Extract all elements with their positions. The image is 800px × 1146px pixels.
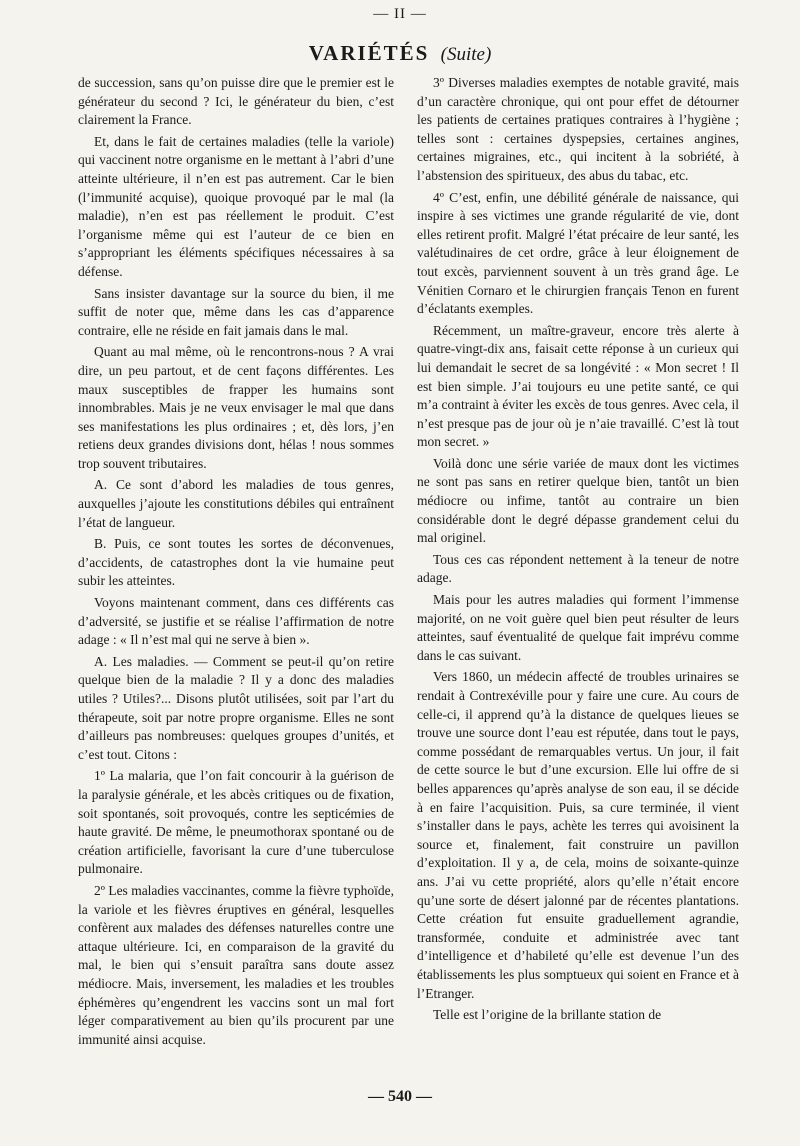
paragraph: B. Puis, ce sont toutes les sortes de déconvenues, d’accidents, de catastrophes dont la vie humaine peut subir les atteintes. xyxy=(78,536,394,589)
right-column xyxy=(417,74,739,1028)
paragraph: Telle est l’origine de la brillante station de xyxy=(433,1007,662,1023)
paragraph: A. Ce sont d’abord les maladies de tous genres, auxquelles j’ajoute les constitutions débiles qui entraînent l’état de langueur. xyxy=(78,477,394,530)
paragraph: Voilà donc une série variée de maux dont les victimes ne sont pas sans en retirer quelque bien, tantôt un bien médiocre ou infime, tantôt au contraire un bien considérable dont le degré dépasse grandement celui du mal originel. xyxy=(417,455,739,546)
page-folio: — 540 — xyxy=(368,1088,432,1105)
paragraph: Mais pour les autres maladies qui forment l’immense majorité, on ne voit guère quel bien peut résulter de leurs atteintes, sauf éventualité de quelque fait imprévu comme dans le cas suivant. xyxy=(417,592,739,663)
paragraph: Quant au mal même, où le rencontrons-nous ? A vrai dire, un peu partout, et de cent façons différentes. Les maux susceptibles de frapper les humains sont innombrables. Mais je ne veux envisager le mal que dans ses manifestations les plus ordinaires ; et, dès lors, j’en retiens deux grandes divisions dont, hélas ! nous sommes trop souvent tributaires. xyxy=(78,344,394,471)
paragraph: 3º Diverses maladies exemptes de notable gravité, mais d’un caractère chronique, qui ont pour effet de détourner les patients de certaines pratiques contraires à l’hygiène ; telles sont : certaines dyspepsies, certaines angines, certaines migraines, etc., qui incitent à la sobriété, à l’abstension des spiritueux, des abus du tabac, etc. xyxy=(417,75,739,183)
section-title-sub: (Suite) xyxy=(440,44,492,65)
section-title-main: VARIÉTÉS xyxy=(308,41,430,65)
paragraph: de succession, sans qu’on puisse dire que le premier est le générateur du second ? Ici, le générateur du bien, c’est clairement la France. xyxy=(78,75,394,128)
paragraph: Et, dans le fait de certaines maladies (telle la variole) qui vaccinent notre organisme en le mettant à l’abri d’une atteinte ultérieure, il n’en est pas autrement. Car le bien (l’immunité acquise), quoique provoqué par le mal (la maladie), n’en est pas réellement le produit. C’est l’organisme même qui est l’auteur de ce bien en s’appropriant les éléments spécifiques nécessaires à sa défense. xyxy=(78,133,394,279)
left-column xyxy=(78,74,394,1052)
paragraph: 2º Les maladies vaccinantes, comme la fièvre typhoïde, la variole et les fièvres éruptives en général, lesquelles confèrent aux malades des défenses naturelles contre une attaque ultérieure. Ici, en comparaison de la gravité du mal, le bien qui s’ensuit paraîtra sans doute assez médiocre. Mais, inversement, les maladies et les troubles éphémères qu’engendrent les vaccins sont un mal fort léger comparativement au bien qu’ils procurent par une immunité ainsi acquise. xyxy=(78,882,394,1047)
paragraph: A. Les maladies. — Comment se peut-il qu’on retire quelque bien de la maladie ? Il y a donc des maladies utiles ? Utiles?... Disons plutôt utilisées, soit par l’art du thérapeute, soit par notre propre organisme. Elles ne sont d’ailleurs pas nombreuses: quelques groupes d’unités, et c’est tout. Citons : xyxy=(78,653,394,762)
paragraph: Sans insister davantage sur la source du bien, il me suffit de noter que, même dans les cas d’apparence contraire, elle ne réside en fait jamais dans le mal. xyxy=(78,285,394,338)
page-number: — II — xyxy=(373,6,427,22)
paragraph: Voyons maintenant comment, dans ces différents cas d’adversité, se justifie et se réalise l’affirmation de notre adage : « Il n’est mal qui ne serve à bien ». xyxy=(78,595,394,648)
paragraph: Récemment, un maître-graveur, encore très alerte à quatre-vingt-dix ans, faisait cette réponse à un curieux qui lui demandait le secret de sa longévité : « Mon secret ! Il est bien simple. J’ai toujours eu une petite santé, ce qui m’a contraint à éviter les excès de tous genres. Avec cela, il n’est presque pas de jour où je n’aie travaillé. C’est là tout mon secret. » xyxy=(417,322,739,450)
section-title xyxy=(0,40,800,68)
paragraph: Vers 1860, un médecin affecté de troubles urinaires se rendait à Contrexéville pour y faire une cure. Au cours de celle-ci, il apprend qu’à la distance de quelques lieues se trouve une source dont l’eau est réputée, dans tout le pays, comme possédant de remarquables vertus. Un jour, il fait de cette source le but d’une excursion. Elle lui offre de si belles apparences qu’après analyse de son eau, il se décide à en faire l’acquisition. Puis, sa cure terminée, il vient s’installer dans le pays, achète les terres qui avoisinent la source et, finalement, fait construire un pavillon d’exploitation. Il y a, de cela, moins de soixante-quinze ans. J’ai vu cette propriété, alors qu’elle n’était encore qu’une sorte de désert jalonné par de récentes plantations. Cette création fut ensuite graduellement agrandie, transformée, conduite et administrée avec tant d’intelligence et d’habileté qu’elle est devenue l’un des établissements les plus somptueux qui soient en France et à l’Etranger. xyxy=(417,669,739,1001)
paragraph: 1º La malaria, que l’on fait concourir à la guérison de la paralysie générale, et les abcès critiques ou de fixation, soit spontanés, soit provoqués, contre les septicémies de haute gravité. De même, le pneumothorax spontané ou de création artificielle, favorisant la cure d’une tuberculose pulmonaire. xyxy=(78,768,394,877)
paragraph: Tous ces cas répondent nettement à la teneur de notre adage. xyxy=(417,551,739,586)
paragraph: 4º C’est, enfin, une débilité générale de naissance, qui inspire à ses victimes une grande régularité de vie, dont elles retirent profit. Malgré l’état précaire de leur santé, les valétudinaires de cet ordre, grâce à leur éloignement de tout excès, parviennent souvent à un très grand âge. Le Vénitien Cornaro et le chirurgien français Tenon en furent d’éclatants exemples. xyxy=(417,189,739,317)
